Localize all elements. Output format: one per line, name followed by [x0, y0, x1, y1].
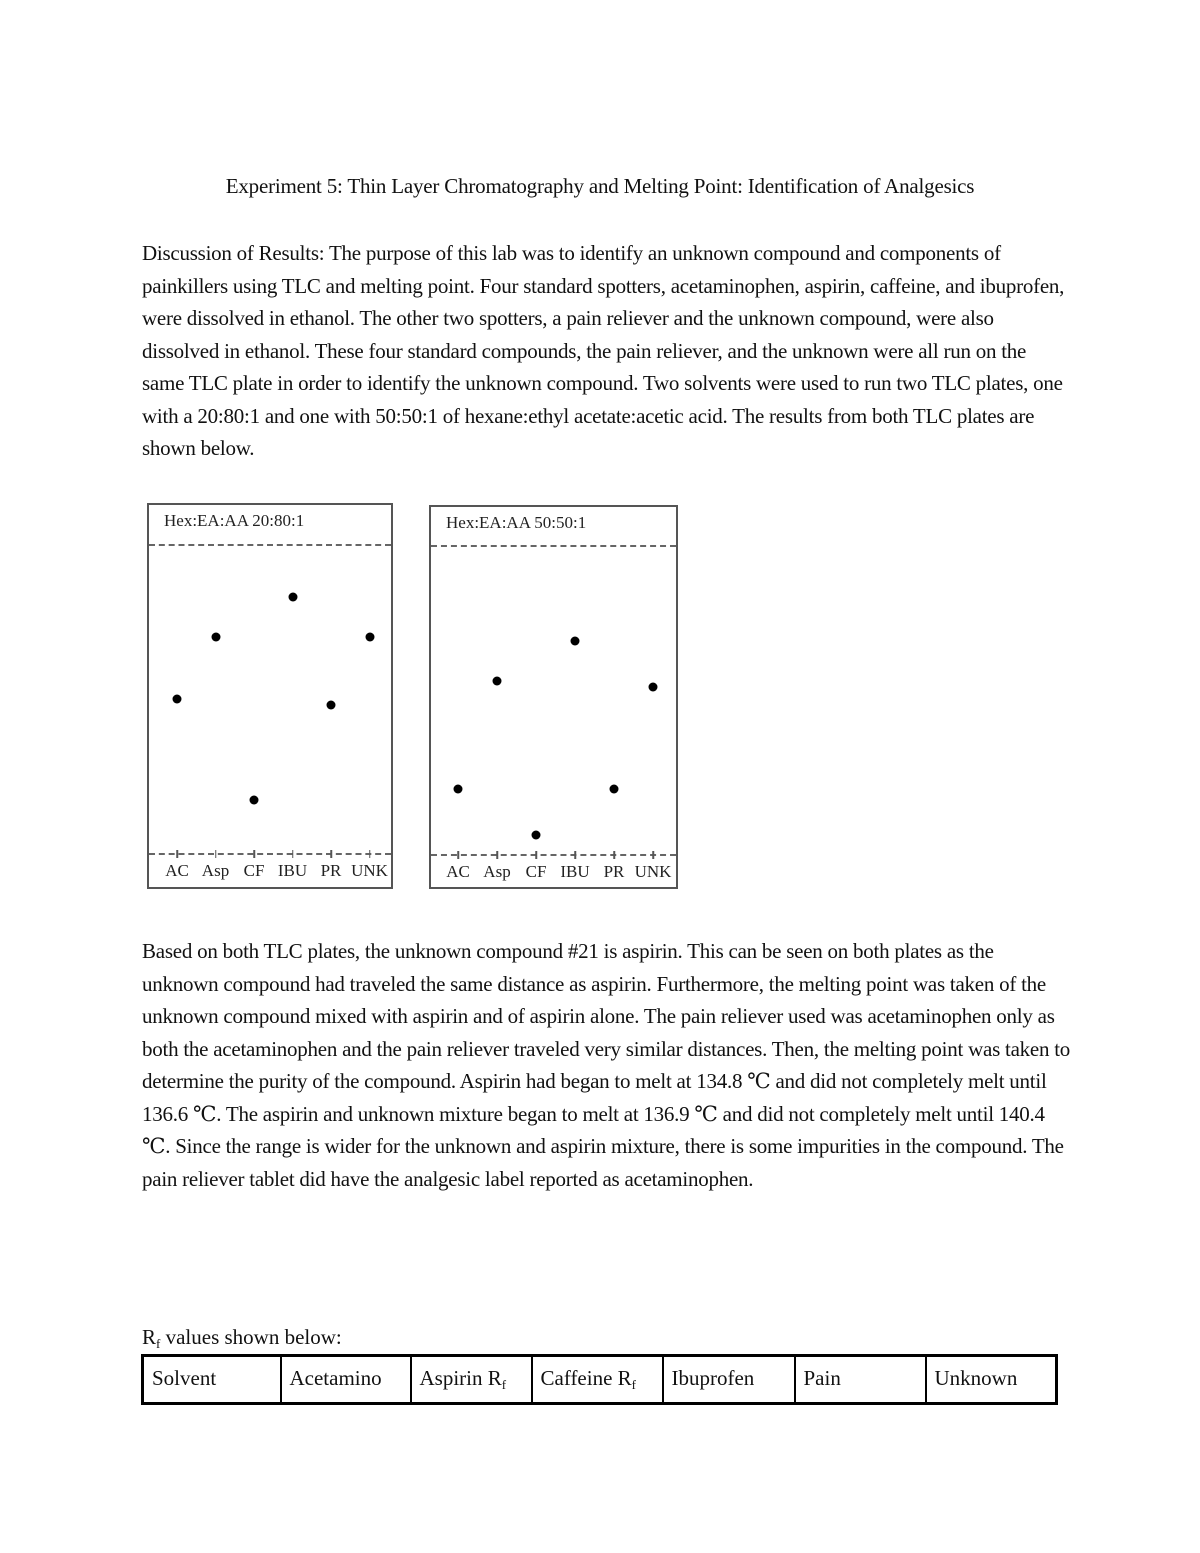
spot-pr: [610, 785, 619, 794]
lane-label-asp: Asp: [483, 862, 511, 881]
baseline-line: [431, 854, 676, 856]
rf-caption: $R_f$ values shown below:: [142, 1325, 342, 1351]
tlc-plate-20-80-1: [147, 503, 393, 889]
lane-origin-tick: [457, 851, 459, 859]
header-ibuprofen: Ibuprofen: [663, 1356, 795, 1404]
spot-asp: [493, 676, 502, 685]
spot-ac: [454, 785, 463, 794]
spot-asp: [211, 632, 220, 641]
plate-solvent-label: Hex:EA:AA 20:80:1: [164, 511, 305, 530]
spot-pr: [327, 700, 336, 709]
lane-origin-tick: [496, 851, 498, 859]
lane-origin-tick: [535, 851, 537, 859]
plate-solvent-label: Hex:EA:AA 50:50:1: [446, 513, 587, 532]
spot-ibu: [571, 636, 580, 645]
lane-label-pr: PR: [603, 862, 625, 881]
table-header-row: [143, 1356, 1057, 1404]
header-pain-reliever: Pain: [795, 1356, 926, 1404]
rf-values-table: [141, 1354, 1058, 1405]
lane-origin-tick: [369, 850, 371, 858]
solvent-front-line: [431, 545, 676, 547]
header-acetaminophen: Acetamino: [281, 1356, 411, 1404]
lane-label-ibu: IBU: [560, 862, 590, 881]
tlc-plate-50-50-1: [429, 505, 678, 889]
baseline-line: [149, 853, 391, 855]
spot-ac: [173, 694, 182, 703]
spot-cf: [250, 796, 259, 805]
lane-origin-tick: [652, 851, 654, 859]
spot-cf: [532, 831, 541, 840]
lane-origin-tick: [613, 851, 615, 859]
lane-label-asp: Asp: [201, 861, 230, 880]
lane-label-ac: AC: [446, 862, 470, 881]
lane-origin-tick: [215, 850, 217, 858]
spot-ibu: [288, 592, 297, 601]
conclusion-paragraph: Based on both TLC plates, the unknown compound #21 is aspirin. This can be seen on both plates as the unknown compound had traveled the same distance as aspirin. Furthermore, the melting point was taken of the unknown compound mixed with aspirin and of aspirin alone. The pain reliever used was acetaminophen only as both the acetaminophen and the pain reliever traveled very similar distances. Then, the melting point was taken to determine the purity of the compound. Aspirin had began to melt at 134.8 ℃ and did not completely melt until 136.6 ℃. The aspirin and unknown mixture began to melt at 136.9 ℃ and did not completely melt until 140.4 ℃. Since the range is wider for the unknown and aspirin mixture, there is some impurities in the compound. The pain reliever tablet did have the analgesic label reported as acetaminophen.: [142, 939, 1071, 1191]
lane-label-cf: CF: [525, 862, 547, 881]
discussion-paragraph: Discussion of Results: The purpose of this lab was to identify an unknown compound and components of painkillers using TLC and melting point. Four standard spotters, acetaminophen, aspirin, caffeine, and ibuprofen, were dissolved in ethanol. The other two spotters, a pain reliever and the unknown compound, were also dissolved in ethanol. These four standard compounds, the pain reliever, and the unknown were all run on the same TLC plate in order to identify the unknown compound. Two solvents were used to run two TLC plates, one with a 20:80:1 and one with 50:50:1 of hexane:ethyl acetate:acetic acid. The results from both TLC plates are shown below.: [142, 241, 1065, 460]
solvent-front-line: [149, 544, 391, 546]
lane-origin-tick: [176, 850, 178, 858]
lane-origin-tick: [574, 851, 576, 859]
lane-origin-tick: [330, 850, 332, 858]
lane-origin-tick: [292, 850, 294, 858]
header-unknown: Unknown: [926, 1356, 1057, 1404]
spot-unk: [365, 632, 374, 641]
header-caffeine: Caffeine $R_f$: [532, 1356, 663, 1404]
lane-label-pr: PR: [320, 861, 342, 880]
lane-label-unk: UNK: [634, 862, 672, 881]
spot-unk: [649, 683, 658, 692]
header-aspirin: Aspirin $R_f$: [411, 1356, 532, 1404]
lane-label-ibu: IBU: [277, 861, 308, 880]
lane-origin-tick: [253, 850, 255, 858]
lane-label-ac: AC: [165, 861, 189, 880]
lane-label-unk: UNK: [351, 861, 388, 880]
header-solvent: Solvent: [143, 1356, 281, 1404]
lane-label-cf: CF: [243, 861, 265, 880]
document-title: Experiment 5: Thin Layer Chromatography and Melting Point: Identification of Analgesics: [225, 174, 975, 198]
